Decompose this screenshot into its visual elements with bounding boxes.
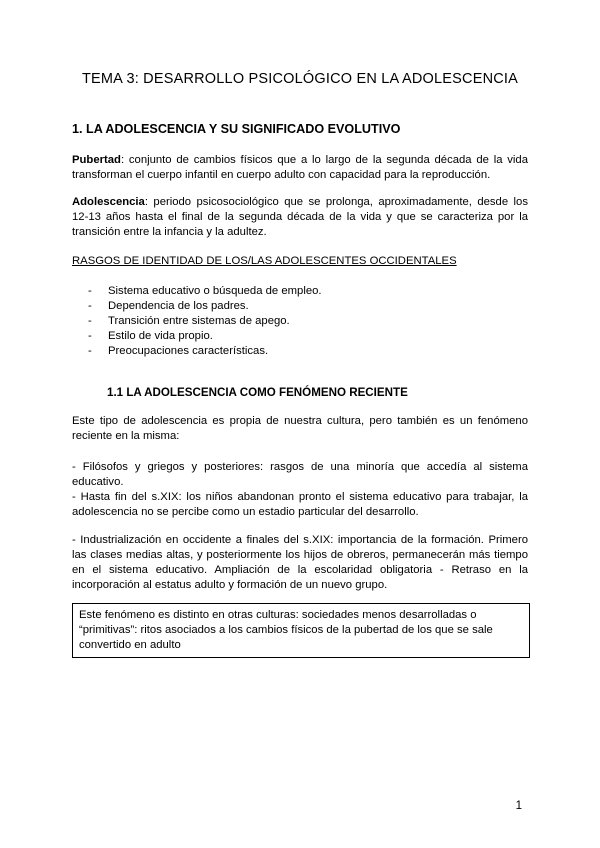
intro-paragraph: Este tipo de adolescencia es propia de nuestra cultura, pero también es un fenómeno reciente en la misma: xyxy=(72,415,528,442)
paragraph-filosofos: - Filósofos y griegos y posteriores: rasgos de una minoría que accedía al sistema educativo. xyxy=(72,461,528,488)
pubertad-term: Pubertad xyxy=(72,154,121,166)
rasgos-list xyxy=(88,284,322,359)
list-item: - Dependencia de los padres. xyxy=(88,299,322,314)
list-item: - Estilo de vida propio. xyxy=(88,329,322,344)
page-number: 1 xyxy=(515,800,522,812)
list-item: - Preocupaciones características. xyxy=(88,344,322,359)
section-heading-1-1: 1.1 LA ADOLESCENCIA COMO FENÓMENO RECIENTE xyxy=(107,386,408,399)
adolescencia-term: Adolescencia xyxy=(72,196,145,208)
rasgos-heading: RASGOS DE IDENTIDAD DE LOS/LAS ADOLESCENTES OCCIDENTALES xyxy=(72,255,457,267)
paragraph-siglo-xix: - Hasta fin del s.XIX: los niños abandonan pronto el sistema educativo para trabajar, la adolescencia no se percibe como un estadio particular del desarrollo. xyxy=(72,491,528,518)
section-heading-1: 1. LA ADOLESCENCIA Y SU SIGNIFICADO EVOLUTIVO xyxy=(72,122,401,136)
adolescencia-definition: : periodo psicosociológico que se prolonga, aproximadamente, desde los 12-13 años hasta el final de la segunda década de la vida y que se caracteriza por la transición entre la infancia y la adultez. xyxy=(72,196,528,238)
adolescencia-paragraph xyxy=(72,195,528,240)
pubertad-definition: : conjunto de cambios físicos que a lo largo de la segunda década de la vida transforman el cuerpo infantil en cuerpo adulto con capacidad para la reproducción. xyxy=(72,154,528,181)
paragraph-industrializacion: - Industrialización en occidente a finales del s.XIX: importancia de la formación. Primero las clases medias altas, y posteriormente los hijos de obreros, permanecerán más tiempo en el sistema educativo. Ampliación de la escolaridad obligatoria - Retraso en la incorporación al estatus adulto y formación de un nuevo grupo. xyxy=(72,534,528,591)
document-title: TEMA 3: DESARROLLO PSICOLÓGICO EN LA ADOLESCENCIA xyxy=(81,71,519,87)
note-box: Este fenómeno es distinto en otras culturas: sociedades menos desarrolladas o “primitivas”: ritos asociados a los cambios físicos de la pubertad de los que se sale convertido en adulto xyxy=(72,603,530,658)
list-item: - Sistema educativo o búsqueda de empleo. xyxy=(88,284,322,299)
list-item: - Transición entre sistemas de apego. xyxy=(88,314,322,329)
pubertad-paragraph xyxy=(72,153,528,183)
